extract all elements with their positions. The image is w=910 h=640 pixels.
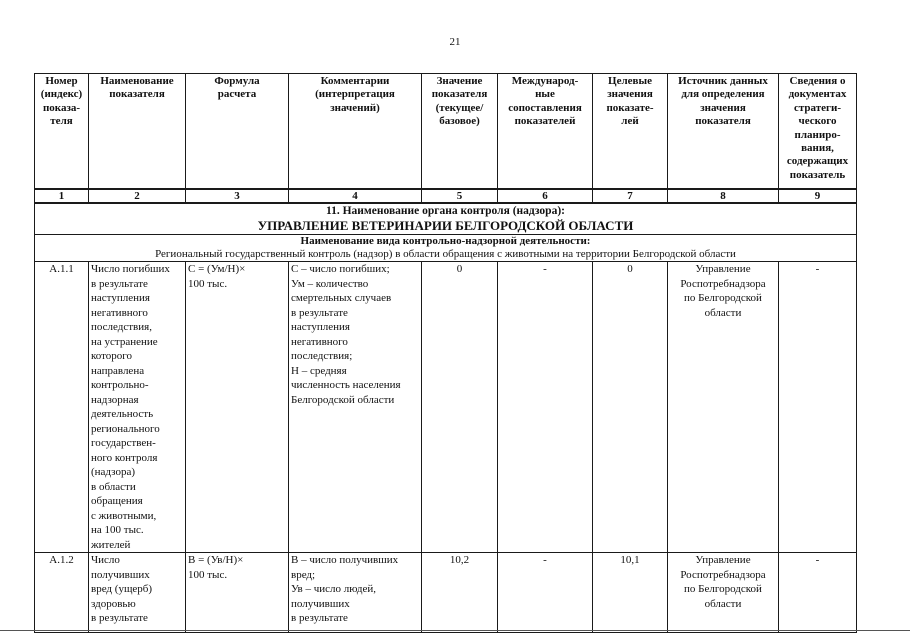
row-value: 0 — [422, 262, 498, 553]
header-index: Номер (индекс) показа- теля — [35, 74, 89, 190]
row-name: Число погибших в результате наступления негативного последствия, на устранение которого направлена контрольно- надзорная деятельность регионального государствен- ного контроля (надзора) в области обращения с животными, на 100 тыс. жителей — [89, 262, 186, 553]
activity-kind-text: Региональный государственный контроль (надзор) в области обращения с животными на территории Белгородской области — [155, 248, 736, 260]
column-number: 4 — [289, 189, 422, 203]
column-number: 8 — [668, 189, 779, 203]
header-target: Целевые значения показате- лей — [593, 74, 668, 190]
row-comment: В – число получивших вред; Ув – число людей, получивших в результате — [289, 553, 422, 633]
column-number: 5 — [422, 189, 498, 203]
row-name: Число получивших вред (ущерб) здоровью в результате — [89, 553, 186, 633]
row-comment: С – число погибших; Ум – количество смертельных случаев в результате наступления негативного последствия; Н – средняя численность населения Белгородской области — [289, 262, 422, 553]
header-international: Международ- ные сопоставления показателей — [498, 74, 593, 190]
scan-bottom-edge — [0, 630, 910, 631]
activity-kind-title: Наименование вида контрольно-надзорной деятельности: — [300, 235, 591, 247]
row-documents: - — [779, 553, 857, 633]
row-index: А.1.1 — [35, 262, 89, 553]
column-number: 7 — [593, 189, 668, 203]
section-title: 11. Наименование органа контроля (надзора): — [326, 205, 565, 217]
header-source: Источник данных для определения значения показателя — [668, 74, 779, 190]
column-number: 3 — [186, 189, 289, 203]
row-documents: - — [779, 262, 857, 553]
column-number: 2 — [89, 189, 186, 203]
indicators-table — [34, 73, 857, 633]
header-value: Значение показателя (текущее/ базовое) — [422, 74, 498, 190]
column-number: 9 — [779, 189, 857, 203]
section-row — [35, 203, 857, 235]
row-value: 10,2 — [422, 553, 498, 633]
page-number: 21 — [449, 36, 461, 48]
column-number: 1 — [35, 189, 89, 203]
table-header-row — [35, 74, 857, 190]
row-international: - — [498, 553, 593, 633]
section-heading — [35, 203, 857, 235]
column-numbers-row — [35, 189, 857, 203]
activity-kind-row — [35, 235, 857, 262]
column-number: 6 — [498, 189, 593, 203]
row-international: - — [498, 262, 593, 553]
row-target: 0 — [593, 262, 668, 553]
row-formula: В = (Ув/Н)× 100 тыс. — [186, 553, 289, 633]
header-formula: Формула расчета — [186, 74, 289, 190]
header-comments: Комментарии (интерпретация значений) — [289, 74, 422, 190]
row-source: Управление Роспотребнадзора по Белгородской области — [668, 262, 779, 553]
table-row — [35, 553, 857, 633]
row-target: 10,1 — [593, 553, 668, 633]
row-index: А.1.2 — [35, 553, 89, 633]
agency-name: УПРАВЛЕНИЕ ВЕТЕРИНАРИИ БЕЛГОРОДСКОЙ ОБЛАСТИ — [257, 218, 634, 233]
header-name: Наименование показателя — [89, 74, 186, 190]
table-row — [35, 262, 857, 553]
row-source: Управление Роспотребнадзора по Белгородской области — [668, 553, 779, 633]
row-formula: С = (Ум/Н)× 100 тыс. — [186, 262, 289, 553]
header-documents: Сведения о документах стратеги- ческого планиро- вания, содержащих показатель — [779, 74, 857, 190]
activity-kind-cell — [35, 235, 857, 262]
